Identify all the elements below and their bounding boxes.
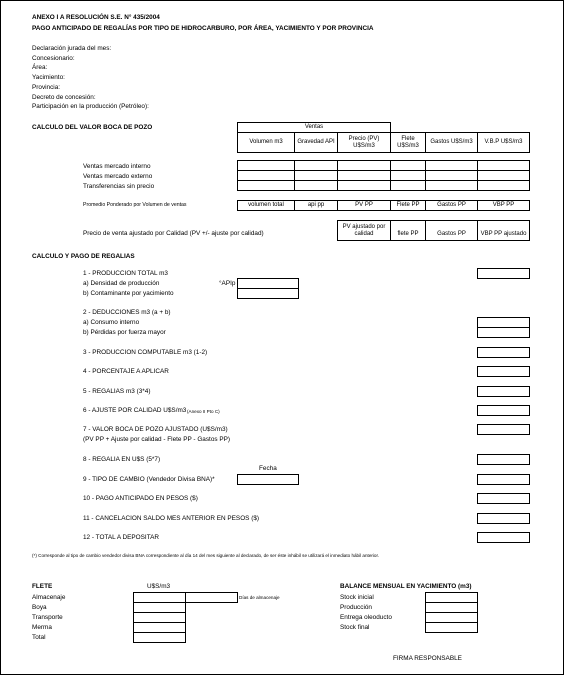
wellhead-section-title: CALCULO DEL VALOR BOCA DE POZO (32, 124, 153, 131)
item-12-label: 12 - TOTAL A DEPOSITAR (83, 534, 160, 541)
flete-days-label: Días de almacenaje (239, 595, 280, 600)
item-5-label: 5 - REGALIAS m3 (3*4) (83, 388, 151, 395)
decl-province-label: Provincia: (32, 84, 61, 91)
row-label-transferencias: Transferencias sin precio (83, 183, 155, 190)
item-1a-label: a) Densidad de producción (83, 280, 160, 287)
item-10-label: 10 - PAGO ANTICIPADO EN PESOS ($) (83, 495, 198, 502)
item-1a-unit: °APIp (219, 280, 236, 287)
item-9-label: 9 - TIPO DE CAMBIO (Vendedor Divisa BNA)* (83, 476, 215, 483)
flete-unit: U$S/m3 (147, 583, 171, 590)
item-11-label: 11 - CANCELACION SALDO MES ANTERIOR EN PESOS ($) (83, 515, 260, 522)
item-9-date-input[interactable] (237, 474, 299, 485)
item-2-label: 2 - DEDUCCIONES m3 (a + b) (83, 309, 171, 316)
flete-row-merma: Merma (32, 624, 52, 631)
item-1b-input[interactable] (237, 288, 299, 299)
decl-area-label: Área: (32, 64, 48, 71)
signature-label: FIRMA RESPONSABLE (393, 655, 462, 662)
item-2b-input[interactable] (477, 327, 530, 338)
fecha-label: Fecha (259, 465, 277, 472)
flete-title: FLETE (32, 583, 53, 590)
weighted-average-label: Promedio Ponderado por Volumen de ventas (83, 202, 187, 208)
item-3-input[interactable] (477, 347, 530, 358)
item-3-label: 3 - PRODUCCION COMPUTABLE m3 (1-2) (83, 349, 208, 356)
adjusted-price-label: Precio de venta ajustado por Calidad (PV +/- ajuste por calidad) (83, 230, 264, 237)
balance-row-entrega: Entrega oleoducto (340, 614, 392, 621)
decl-concessionaire-label: Concesionario: (32, 55, 75, 62)
flete-row-total: Total (32, 634, 46, 641)
input-transf-precio[interactable] (337, 180, 391, 191)
item-6-input[interactable] (477, 405, 530, 416)
item-7-sublabel: (PV PP + Ajuste por calidad - Flete PP - Gastos PP) (83, 436, 230, 443)
item-9-input[interactable] (477, 474, 530, 485)
item-6-label: 6 - AJUSTE POR CALIDAD U$S/m3 (83, 407, 187, 414)
decl-participation-label: Participación en la producción (Petróleo): (32, 103, 149, 110)
adjusted-vbp[interactable]: VBP PP ajustado (477, 220, 530, 241)
weighted-gastos-pp[interactable]: Gastos PP (425, 200, 478, 211)
row-label-externo: Ventas mercado externo (83, 173, 153, 180)
balance-title: BALANCE MENSUAL EN YACIMIENTO (m3) (340, 583, 472, 590)
item-7-input[interactable] (477, 424, 530, 435)
item-2b-label: b) Pérdidas por fuerza mayor (83, 329, 166, 336)
item-1-label: 1 - PRODUCCION TOTAL m3 (83, 270, 168, 277)
decl-field-label: Yacimiento: (32, 74, 65, 81)
input-transf-api[interactable] (294, 180, 338, 191)
input-transf-flete[interactable] (390, 180, 426, 191)
row-label-interno: Ventas mercado interno (83, 163, 151, 170)
col-flete: Flete U$S/m3 (390, 132, 426, 153)
adjusted-flete[interactable]: flete PP (390, 220, 426, 241)
item-7-label: 7 - VALOR BOCA DE POZO AJUSTADO (U$S/m3) (83, 426, 228, 433)
weighted-vbp-pp[interactable]: VBP PP (477, 200, 530, 211)
flete-row-transporte: Transporte (32, 614, 63, 621)
item-1-input[interactable] (477, 268, 530, 279)
adjusted-pv[interactable]: PV ajustado por calidad (337, 220, 391, 241)
decl-month-label: Declaración jurada del mes: (32, 45, 112, 52)
item-1b-label: b) Contaminante por yacimiento (83, 290, 174, 297)
input-transf-vbp[interactable] (477, 180, 530, 191)
flete-row-almacenaje: Almacenaje (32, 594, 66, 601)
footnote: (*) Corresponde al tipo de cambio vendedor divisa BNA correspondiente al día 14 del mes siguiente al declarado, de ser éste inhábil se utilizará el inmediato hábil anterior. (32, 553, 380, 558)
item-10-input[interactable] (477, 493, 530, 504)
col-precio: Precio (PV) U$S/m3 (337, 132, 391, 153)
balance-row-stock-inicial: Stock inicial (340, 594, 374, 601)
weighted-flete-pp[interactable]: Flete PP (390, 200, 426, 211)
item-4-label: 4 - PORCENTAJE A APLICAR (83, 368, 169, 375)
decl-decree-label: Decreto de concesión: (32, 94, 96, 101)
weighted-pv-pp[interactable]: PV PP (337, 200, 391, 211)
col-volumen: Volumen m3 (237, 132, 295, 153)
royalty-section-title: CALCULO Y PAGO DE REGALIAS (32, 253, 135, 260)
flete-row-boya: Boya (32, 604, 47, 611)
weighted-volumen-total[interactable]: volumen total (237, 200, 295, 211)
input-transf-gastos[interactable] (425, 180, 478, 191)
ventas-header: Ventas (237, 122, 391, 133)
flete-total-input[interactable] (133, 632, 186, 643)
item-4-input[interactable] (477, 366, 530, 377)
item-12-input[interactable] (477, 532, 530, 543)
input-transf-volumen[interactable] (237, 180, 295, 191)
item-8-input[interactable] (477, 454, 530, 465)
item-2a-label: a) Consumo interno (83, 319, 140, 326)
balance-row-produccion: Producción (340, 604, 372, 611)
item-6-note: (Anexo II Pto C) (187, 409, 220, 414)
form-title: ANEXO I A RESOLUCIÓN S.E. N° 435/2004 (32, 14, 160, 21)
weighted-api-pp[interactable]: api pp (294, 200, 338, 211)
flete-days-input[interactable] (185, 592, 238, 603)
col-vbp: V.B.P U$S/m3 (477, 132, 530, 153)
adjusted-gastos[interactable]: Gastos PP (425, 220, 478, 241)
balance-stock-final-input[interactable] (425, 622, 478, 633)
item-5-input[interactable] (477, 386, 530, 397)
balance-row-stock-final: Stock final (340, 624, 370, 631)
item-8-label: 8 - REGALIA EN U$S (5*7) (83, 456, 161, 463)
col-gravedad: Gravedad API (294, 132, 338, 153)
col-gastos: Gastos U$S/m3 (425, 132, 478, 153)
item-11-input[interactable] (477, 513, 530, 524)
form-subtitle: PAGO ANTICIPADO DE REGALÍAS POR TIPO DE HIDROCARBURO, POR ÁREA, YACIMIENTO Y POR PROVINCIA (32, 25, 374, 32)
